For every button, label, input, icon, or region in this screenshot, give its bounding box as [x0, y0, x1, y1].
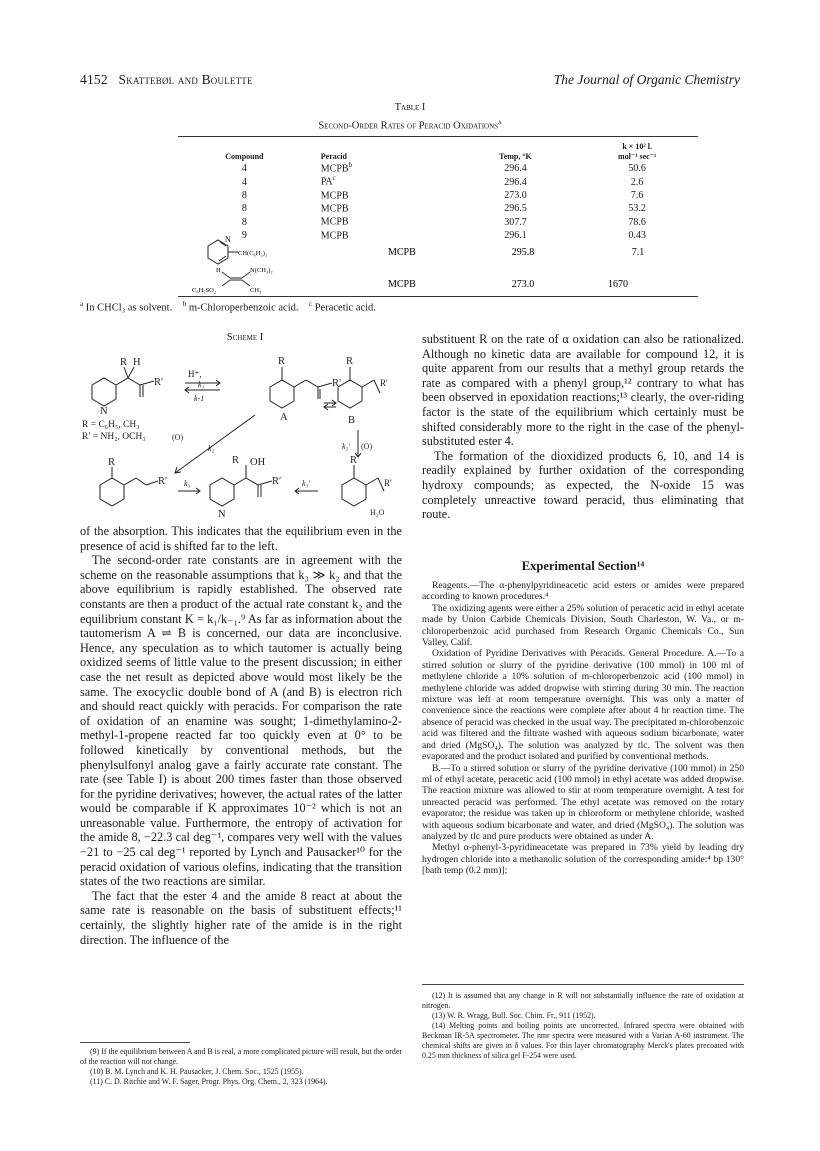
table-row: [178, 201, 698, 214]
compound-cell: 9: [241, 229, 247, 241]
scheme-rp-label-oh: R′: [272, 476, 282, 487]
scheme-title: Scheme I: [226, 332, 264, 343]
struct-row1-peracid: MCPB: [388, 247, 416, 258]
authors: Skattebøl and Boulette: [118, 72, 253, 87]
table-row: [178, 174, 698, 187]
left-footnote-rule: [80, 1042, 190, 1043]
scheme-rp-label-a: R′: [332, 378, 342, 389]
peracid-cell: MCPB$^b$: [320, 161, 353, 175]
struct-ch-label: CH(C₆H₅)₂: [238, 250, 268, 257]
peracid-cell: MCPB: [320, 229, 349, 241]
scheme-n-label-1: N: [100, 406, 108, 417]
exp-procedure-a: Oxidation of Pyridine Derivatives with Peracids. General Procedure. A.—To a stirred solution or slurry of the pyridine derivative (100 mmol) in 100 ml of methylene chloride a 10% solution of m-chloroperbenzoic acid (100 mmol) in methylene chloride was added dropwise with stirring during 30 min. The reaction mixture was left at room temperature overnight. This was only a matter of convenience since the reactions were complete after about 4 hr reaction time. The absence of peracid was checked in the usual way. The precipitated m-chlorobenzoic acid was filtered and the filtrate washed with aqueous sodium bicarbonate, water and dried (MgSO₄). The solution was analyzed by tlc. The solvent was then evaporated and the product isolated and purified by conventional methods.: [422, 648, 744, 763]
temp-cell: 273.0: [504, 189, 527, 201]
peracid-cell: MCPB: [320, 189, 349, 201]
compound-cell: 4: [241, 163, 247, 175]
footnote-12: (12) It is assumed that any change in R will not substantially influence the rate of oxidation at nitrogen.: [422, 991, 744, 1010]
rate-cell: 78.6: [628, 216, 646, 228]
scheme-h-label-1: H: [133, 357, 141, 368]
right-footnotes: [422, 991, 744, 1061]
footnote-13: (13) W. R. Wragg, Bull. Soc. Chim. Fr., 911 (1952).: [432, 1011, 596, 1020]
exp-methyl-ester: Methyl α-phenyl-3-pyridineacetate was prepared in 73% yield by leading dry hydrogen chloride into a methanolic solution of the corresponding amide:⁴ bp 130° [bath temp (0.2 mm)];: [422, 842, 744, 877]
rate-cell: 2.6: [630, 176, 644, 188]
left-paragraph-2: The second-order rate constants are in agreement with the scheme on the reasonable assumptions that k₃ ≫ k₂ and that the above equilibrium is rapidly established. The observed rate constants are then a product of the actual rate constant k₂ and the equilibrium constant K = k₁/k₋₁.⁹ As far as information about the tautomerism A ⇌ B is concerned, our data are inconclusive. Hence, any speculation as to which tautomer is actually being oxidized seems of little value to the present discussion; in either case the net result as depicted above would most likely be the same. The exocyclic double bond of A (and B) is electron rich and should react quickly with peracids. For comparison the rate of oxidation of an enamine was sought; 1-dimethylamino-2-methyl-1-propene reacted far too quickly even at 0° to be followed kinetically by conventional methods, but the phenylsulfonyl analog gave a fairly accurate rate constant. The rate (see Table I) is about 200 times faster than those observed for the pyridine derivatives; however, the actual rates of the latter would be comparable if K approximates 10⁻² which is not an unreasonable value. Furthermore, the entropy of activation for the amide 8, −22.3 cal deg⁻¹, compares very well with the values −21 to −25 cal deg⁻¹ reported by Lynch and Pausacker¹⁰ for the peracid oxidation of various olefins, indicating that the transition states of the two reactions are similar.: [80, 553, 402, 889]
header-rate: k × 10² l. mol⁻¹ sec⁻¹: [617, 142, 657, 161]
scheme-rp-definition: R′ = NH₂, OCH₃: [82, 432, 146, 442]
pyridyl-diphenylmethane-structure: [208, 235, 267, 264]
left-column: [80, 524, 402, 947]
footnote-9: (9) If the equilibrium between A and B is real, a more complicated picture will result, but the order of the reaction will not change.: [80, 1047, 402, 1066]
running-header-left: [80, 72, 253, 88]
temp-cell: 296.5: [504, 203, 527, 215]
struct-nme2-label: N(CH₃)₂: [250, 267, 273, 274]
struct-h-label: H: [216, 267, 221, 274]
scheme-k2-label: k₂: [208, 444, 215, 453]
rate-cell: 53.2: [628, 203, 646, 215]
page-number: 4152: [80, 72, 108, 87]
table-row: [178, 188, 698, 201]
left-footnotes: [80, 1047, 402, 1087]
scheme-r-label-b: R: [346, 356, 354, 367]
header-peracid: Peracid: [320, 152, 347, 161]
footnote-11: (11) C. D. Ritchie and W. F. Sager, Progr. Phys. Org. Chem., 2, 323 (1964).: [90, 1077, 328, 1086]
struct-row1-rate: 7.1: [631, 247, 645, 258]
temp-cell: 296.4: [504, 163, 527, 175]
table-label: Table I: [394, 102, 426, 113]
scheme-oxid-label: (O): [172, 433, 184, 442]
scheme-k3-label: k₃: [184, 479, 191, 488]
scheme-h2o-label: H₂O: [370, 508, 385, 517]
scheme-r-label-epox: R: [108, 457, 116, 468]
enamine-sulfone-structure: [192, 267, 273, 294]
peracid-cell: $PA^c$: [320, 174, 336, 188]
journal-name: The Journal of Organic Chemistry: [553, 72, 740, 87]
rates-table: [178, 142, 698, 241]
rate-cell: 0.43: [628, 229, 646, 241]
peracid-cell: MCPB: [320, 216, 349, 228]
exp-procedure-b: B.—To a stirred solution or slurry of the pyridine derivative (100 mmol) in 250 ml of ethyl acetate, peracetic acid (100 mmol) in ethyl acetate was added dropwise. The reaction mixture was allowed to stir at room temperature overnight. A test for unreacted peracid was performed. The ethyl acetate was removed on the rotary evaporator; the residue was taken up in chloroform or methylene chloride, washed with aqueous sodium bicarbonate and water, and dried (MgSO₄). The solution was analyzed by tlc and pure products were obtained as under A.: [422, 762, 744, 842]
table-footnotes: $^a$ In CHCl₃ as solvent. $^b$ m-Chloroperbenzoic acid. $^c$ Peracetic acid.: [80, 300, 376, 314]
scheme-k3p-label: k₃′: [302, 479, 311, 488]
table-title: Second-Order Rates of Peracid Oxidations$^a$: [318, 118, 502, 132]
scheme-diagram: [80, 345, 415, 523]
scheme-a-label: A: [280, 412, 288, 423]
scheme-b-label: B: [348, 415, 356, 426]
table-bottom-rule: [178, 296, 698, 297]
peracid-cell: MCPB: [320, 203, 349, 215]
scheme-n-label-oh: N: [218, 509, 226, 520]
right-footnote-rule: [422, 984, 744, 985]
scheme-r-label-a: R: [278, 356, 286, 367]
scheme-r-definition: R = C₆H₅, CH₃: [82, 420, 140, 430]
compound-cell: 4: [241, 176, 247, 188]
left-paragraph-1: of the absorption. This indicates that the equilibrium even in the presence of acid is shifted far to the left.: [80, 524, 402, 553]
structure-rows: [178, 232, 698, 298]
struct-n-label: N: [225, 235, 231, 244]
compound-cell: 8: [241, 203, 247, 215]
table-row: [178, 214, 698, 227]
experimental-section: [422, 580, 744, 877]
right-paragraph-2: The formation of the dioxidized products 6, 10, and 14 is readily explained by further oxidation of the corresponding hydroxy compounds; as expected, the N-oxide 15 was completely unreactive toward peracid, thus eliminating that route.: [422, 448, 744, 522]
right-paragraph-1: substituent R on the rate of α oxidation can also be rationalized. Although no kinetic data are available for compound 12, it is quite apparent from our results that a methyl group retards the rate as compared with a phenyl group,¹² contrary to what has been observed in epoxidation reactions;¹³ clearly, the over-riding factor is the state of the equilibrium which certainly must be shifted considerably more to the right in the case of the phenyl-substituted ester 4.: [422, 332, 744, 449]
scheme-rp-label-b: R′: [380, 378, 388, 388]
scheme-r-label-oh: R: [232, 455, 240, 466]
scheme-rp-label-br: R′: [384, 478, 392, 488]
compound-cell: 8: [241, 189, 247, 201]
scheme-k1-label: k₁: [198, 380, 205, 389]
scheme-r-label-br: R: [350, 455, 358, 466]
struct-row2-peracid: MCPB: [388, 279, 416, 290]
scheme-k2p-label: k₂′: [342, 442, 351, 451]
rate-cell: 7.6: [630, 189, 644, 201]
exp-oxidizing-agents: The oxidizing agents were either a 25% solution of peracetic acid in ethyl acetate made by Union Carbide Chemicals Division, South Charleston, W. Va., or m-chloroperbenzoic acid purchased from Research Organic Chemicals Co., Sun Valley, Calif.: [422, 602, 744, 649]
right-column: [422, 332, 744, 522]
scheme-rp-label-epox: R′: [158, 476, 168, 487]
table-row: [178, 161, 698, 174]
table-header-row: [178, 142, 698, 161]
scheme-oh-label: OH: [250, 457, 266, 468]
rate-cell: 50.6: [628, 163, 646, 175]
scheme-rp-label-1: R′: [154, 377, 164, 388]
struct-row2-rate: 1670: [608, 279, 628, 290]
scheme-r-label-1: R: [120, 357, 128, 368]
header-compound: Compound: [225, 152, 264, 161]
struct-ch3-label: CH₃: [250, 287, 262, 294]
scheme-oxid-label-b: (O): [361, 442, 373, 451]
table-top-rule: [178, 136, 698, 137]
header-temp: Temp, °K: [499, 152, 532, 161]
temp-cell: 296.1: [504, 229, 527, 241]
struct-so2-label: C₆H₅SO₂: [192, 287, 217, 294]
struct-row1-temp: 295.8: [511, 247, 535, 258]
scheme-km1-label: k-1: [194, 394, 205, 403]
compound-cell: 8: [241, 216, 247, 228]
left-paragraph-3: The fact that the ester 4 and the amide 8 react at about the same rate is reasonable on the basis of substituent effects;¹¹ certainly, the slightly higher rate of the amide is in the right direction. The influence of the: [80, 888, 402, 947]
temp-cell: 307.7: [504, 216, 527, 228]
temp-cell: 296.4: [504, 176, 527, 188]
exp-reagents: Reagents.—The α-phenylpyridineacetic acid esters or amides were prepared according to known procedures.⁴: [422, 580, 744, 603]
footnote-14: (14) Melting points and boiling points are uncorrected. Infrared spectra were obtained with Beckman IR-5A spectrometer. The nmr spectra were measured with a Varian A-60 instrument. The chemical shifts are given in δ values. For thin layer chromatography Merck's plates precoated with 0.25 mm thickness of silica gel F-254 were used.: [422, 1021, 744, 1060]
experimental-heading: Experimental Section¹⁴: [521, 559, 645, 573]
scheme-hplus-label: H⁺,: [188, 369, 202, 379]
footnote-10: (10) B. M. Lynch and K. H. Pausacker, J. Chem. Soc., 1525 (1955).: [90, 1067, 304, 1076]
struct-row2-temp: 273.0: [511, 279, 535, 290]
